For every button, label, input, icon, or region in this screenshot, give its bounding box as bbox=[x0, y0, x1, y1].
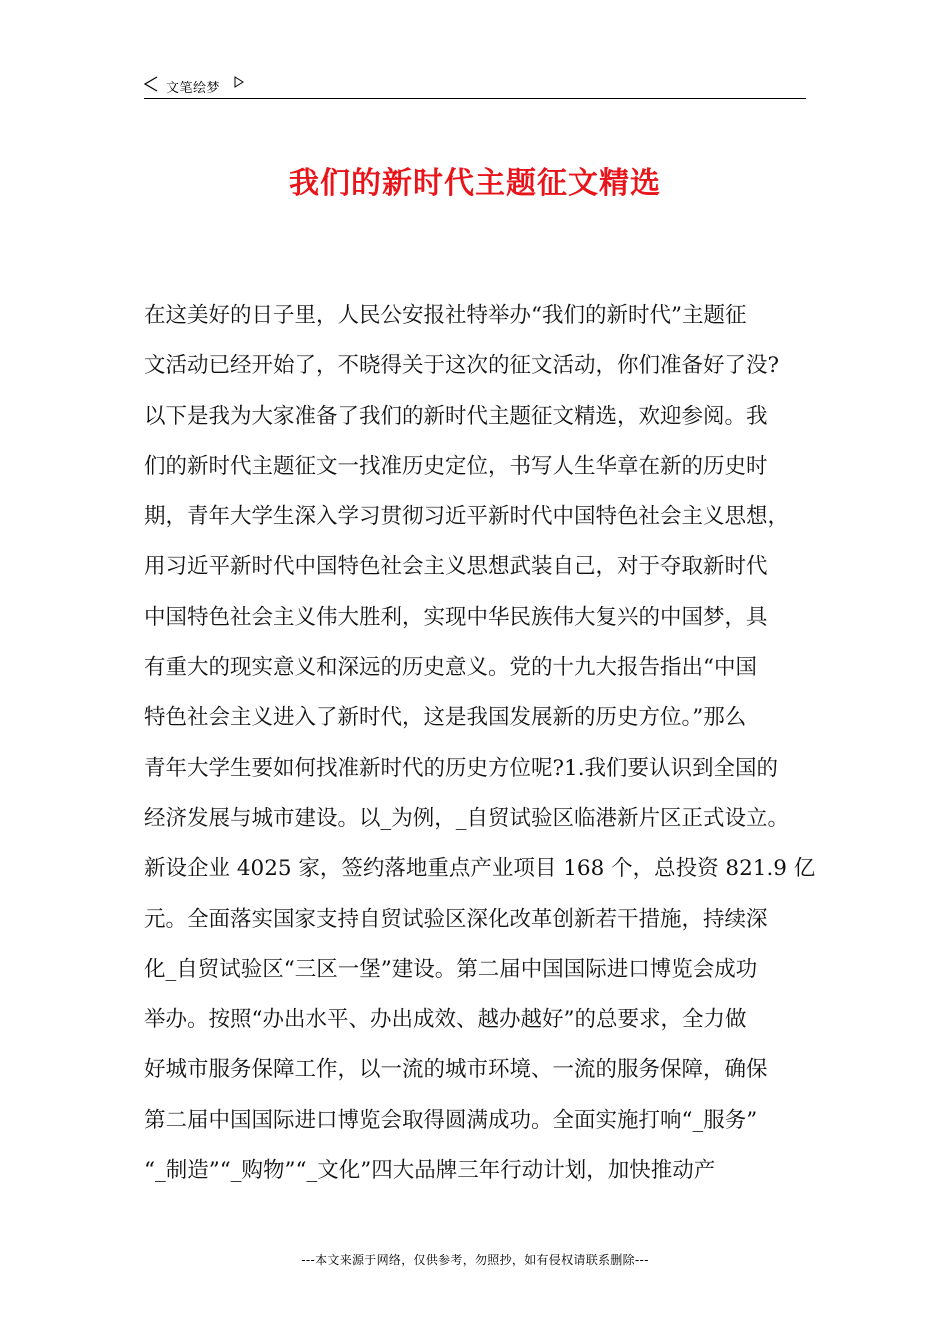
body-line: 元。全面落实国家支持自贸试验区深化改革创新若干措施，持续深 bbox=[144, 906, 768, 932]
body-line: 以下是我为大家准备了我们的新时代主题征文精选，欢迎参阅。我 bbox=[144, 403, 768, 429]
body-line: 好城市服务保障工作，以一流的城市环境、一流的服务保障，确保 bbox=[144, 1057, 768, 1083]
body-line: 有重大的现实意义和深远的历史意义。党的十九大报告指出“中国 bbox=[144, 655, 757, 681]
page-header bbox=[144, 70, 806, 99]
body-line: 经济发展与城市建设。以_为例，_自贸试验区临港新片区正式设立。 bbox=[144, 805, 790, 831]
body-line: 用习近平新时代中国特色社会主义思想武装自己，对于夺取新时代 bbox=[144, 554, 768, 580]
body-line: 化_自贸试验区“三区一堡”建设。第二届中国国际进口博览会成功 bbox=[144, 956, 758, 982]
body-line: 举办。按照“办出水平、办出成效、越办越好”的总要求，全力做 bbox=[144, 1007, 747, 1033]
body-line: 们的新时代主题征文一找准历史定位，书写人生华章在新的历史时 bbox=[144, 453, 768, 479]
body-paragraph bbox=[144, 291, 816, 1196]
body-line: 期，青年大学生深入学习贯彻习近平新时代中国特色社会主义思想， bbox=[144, 504, 790, 530]
right-triangle-icon bbox=[234, 76, 244, 88]
body-line: 特色社会主义进入了新时代，这是我国发展新的历史方位。”那么 bbox=[144, 705, 747, 731]
body-line: 青年大学生要如何找准新时代的历史方位呢?1.我们要认识到全国的 bbox=[144, 755, 779, 781]
body-line: 中国特色社会主义伟大胜利，实现中华民族伟大复兴的中国梦，具 bbox=[144, 604, 768, 630]
body-line: “_制造”“_购物”“_文化”四大品牌三年行动计划，加快推动产 bbox=[144, 1158, 716, 1184]
body-line: 第二届中国国际进口博览会取得圆满成功。全面实施打响“_服务” bbox=[144, 1107, 758, 1133]
footer-notice: ---本文来源于网络，仅供参考，勿照抄，如有侵权请联系删除--- bbox=[301, 1253, 649, 1267]
body-line: 文活动已经开始了，不晓得关于这次的征文活动，你们准备好了没? bbox=[144, 353, 780, 379]
left-triangle-icon bbox=[144, 76, 158, 92]
body-line: 新设企业 4025 家，签约落地重点产业项目 168 个，总投资 821.9 亿 bbox=[144, 856, 816, 882]
header-brand: 文笔绘梦 bbox=[166, 81, 221, 96]
body-line: 在这美好的日子里，人民公安报社特举办“我们的新时代”主题征 bbox=[144, 303, 747, 328]
document-title: 我们的新时代主题征文精选 bbox=[289, 166, 661, 201]
